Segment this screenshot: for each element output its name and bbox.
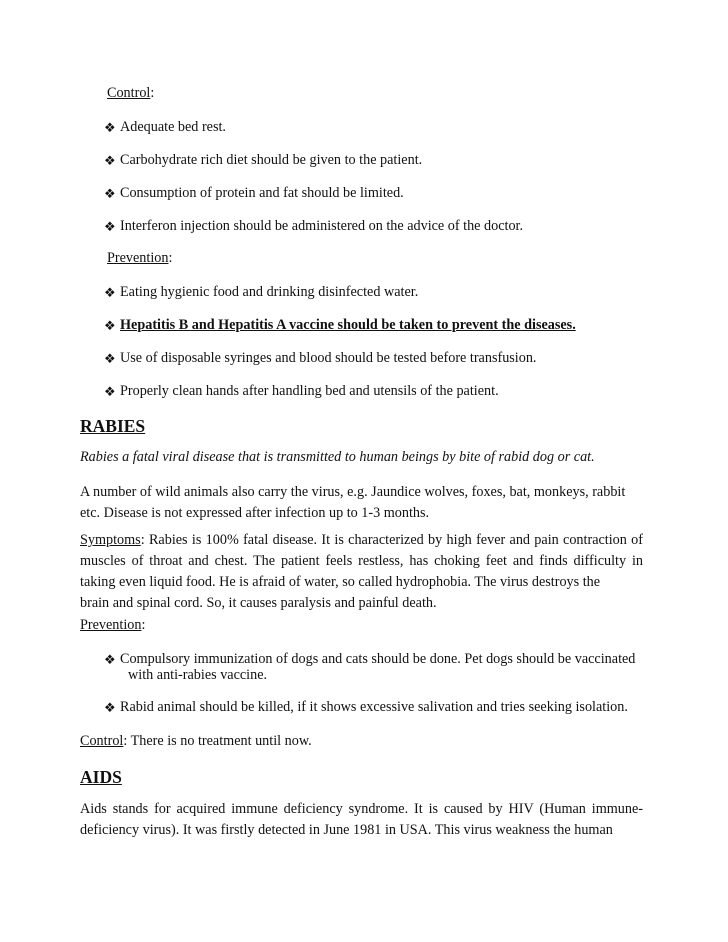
rabies-heading: RABIES	[80, 416, 146, 436]
aids-heading: AIDS	[80, 767, 122, 787]
bullet-icon: ❖	[104, 318, 116, 333]
rabies-paragraph-line: etc. Disease is not expressed after infection up to 1-3 months.	[80, 505, 430, 521]
bullet-icon: ❖	[104, 186, 116, 201]
rabies-symptoms: Symptoms: Rabies is 100% fatal disease. It is characterized by high fever and pain contraction of muscles of throat and chest. The patient feels restless, has choking feet and finds difficulty in taking even liquid food. He is afraid of water, so called hydrophobia. The virus destroys the brain and spinal cord. So, it causes paralysis and painful death.	[80, 530, 643, 614]
prevention-item: Use of disposable syringes and blood should be tested before transfusion.	[120, 350, 537, 366]
prevention-item: Properly clean hands after handling bed and utensils of the patient.	[120, 383, 499, 399]
bullet-icon: ❖	[104, 285, 116, 300]
prevention-heading: Prevention:	[107, 250, 173, 266]
rabies-prevention-heading: Prevention:	[80, 617, 146, 633]
rabies-prevention-item-cont: with anti-rabies vaccine.	[128, 667, 268, 683]
rabies-intro: Rabies a fatal viral disease that is transmitted to human beings by bite of rabid dog or cat.	[80, 449, 595, 465]
symptoms-line: muscles of throat and chest. The patient feels restless, has choking feet and finds difficulty in	[80, 553, 643, 569]
symptoms-label: Symptoms	[80, 532, 141, 548]
aids-line: deficiency virus). It was firstly detected in June 1981 in USA. This virus weakness the human	[80, 822, 613, 838]
aids-paragraph	[80, 799, 643, 841]
bullet-icon: ❖	[104, 652, 116, 667]
rabies-paragraph	[80, 482, 643, 524]
symptoms-line: brain and spinal cord. So, it causes paralysis and painful death.	[80, 595, 437, 611]
rabies-prevention-item: Compulsory immunization of dogs and cats should be done. Pet dogs should be vaccinated	[120, 651, 636, 667]
prevention-item-emphasized: Hepatitis B and Hepatitis A vaccine should be taken to prevent the diseases.	[120, 317, 576, 333]
bullet-icon: ❖	[104, 219, 116, 234]
bullet-icon: ❖	[104, 700, 116, 715]
control-item: Carbohydrate rich diet should be given to the patient.	[120, 152, 423, 168]
control-heading: Control:	[107, 85, 155, 101]
aids-line: Aids stands for acquired immune deficiency syndrome. It is caused by HIV (Human immune-	[80, 801, 643, 817]
symptoms-line: taking even liquid food. He is afraid of water, so called hydrophobia. The virus destroys the	[80, 574, 601, 590]
rabies-prevention-item: Rabid animal should be killed, if it shows excessive salivation and tries seeking isolation.	[120, 699, 628, 715]
bullet-icon: ❖	[104, 153, 116, 168]
control-item: Interferon injection should be administered on the advice of the doctor.	[120, 218, 524, 234]
bullet-icon: ❖	[104, 351, 116, 366]
rabies-control: Control: There is no treatment until now.	[80, 733, 312, 749]
control-item: Adequate bed rest.	[120, 119, 226, 135]
prevention-item: Eating hygienic food and drinking disinfected water.	[120, 284, 419, 300]
bullet-icon: ❖	[104, 384, 116, 399]
control-item: Consumption of protein and fat should be limited.	[120, 185, 404, 201]
rabies-paragraph-line: A number of wild animals also carry the virus, e.g. Jaundice wolves, foxes, bat, monkeys, rabbit	[80, 484, 626, 500]
bullet-icon: ❖	[104, 120, 116, 135]
